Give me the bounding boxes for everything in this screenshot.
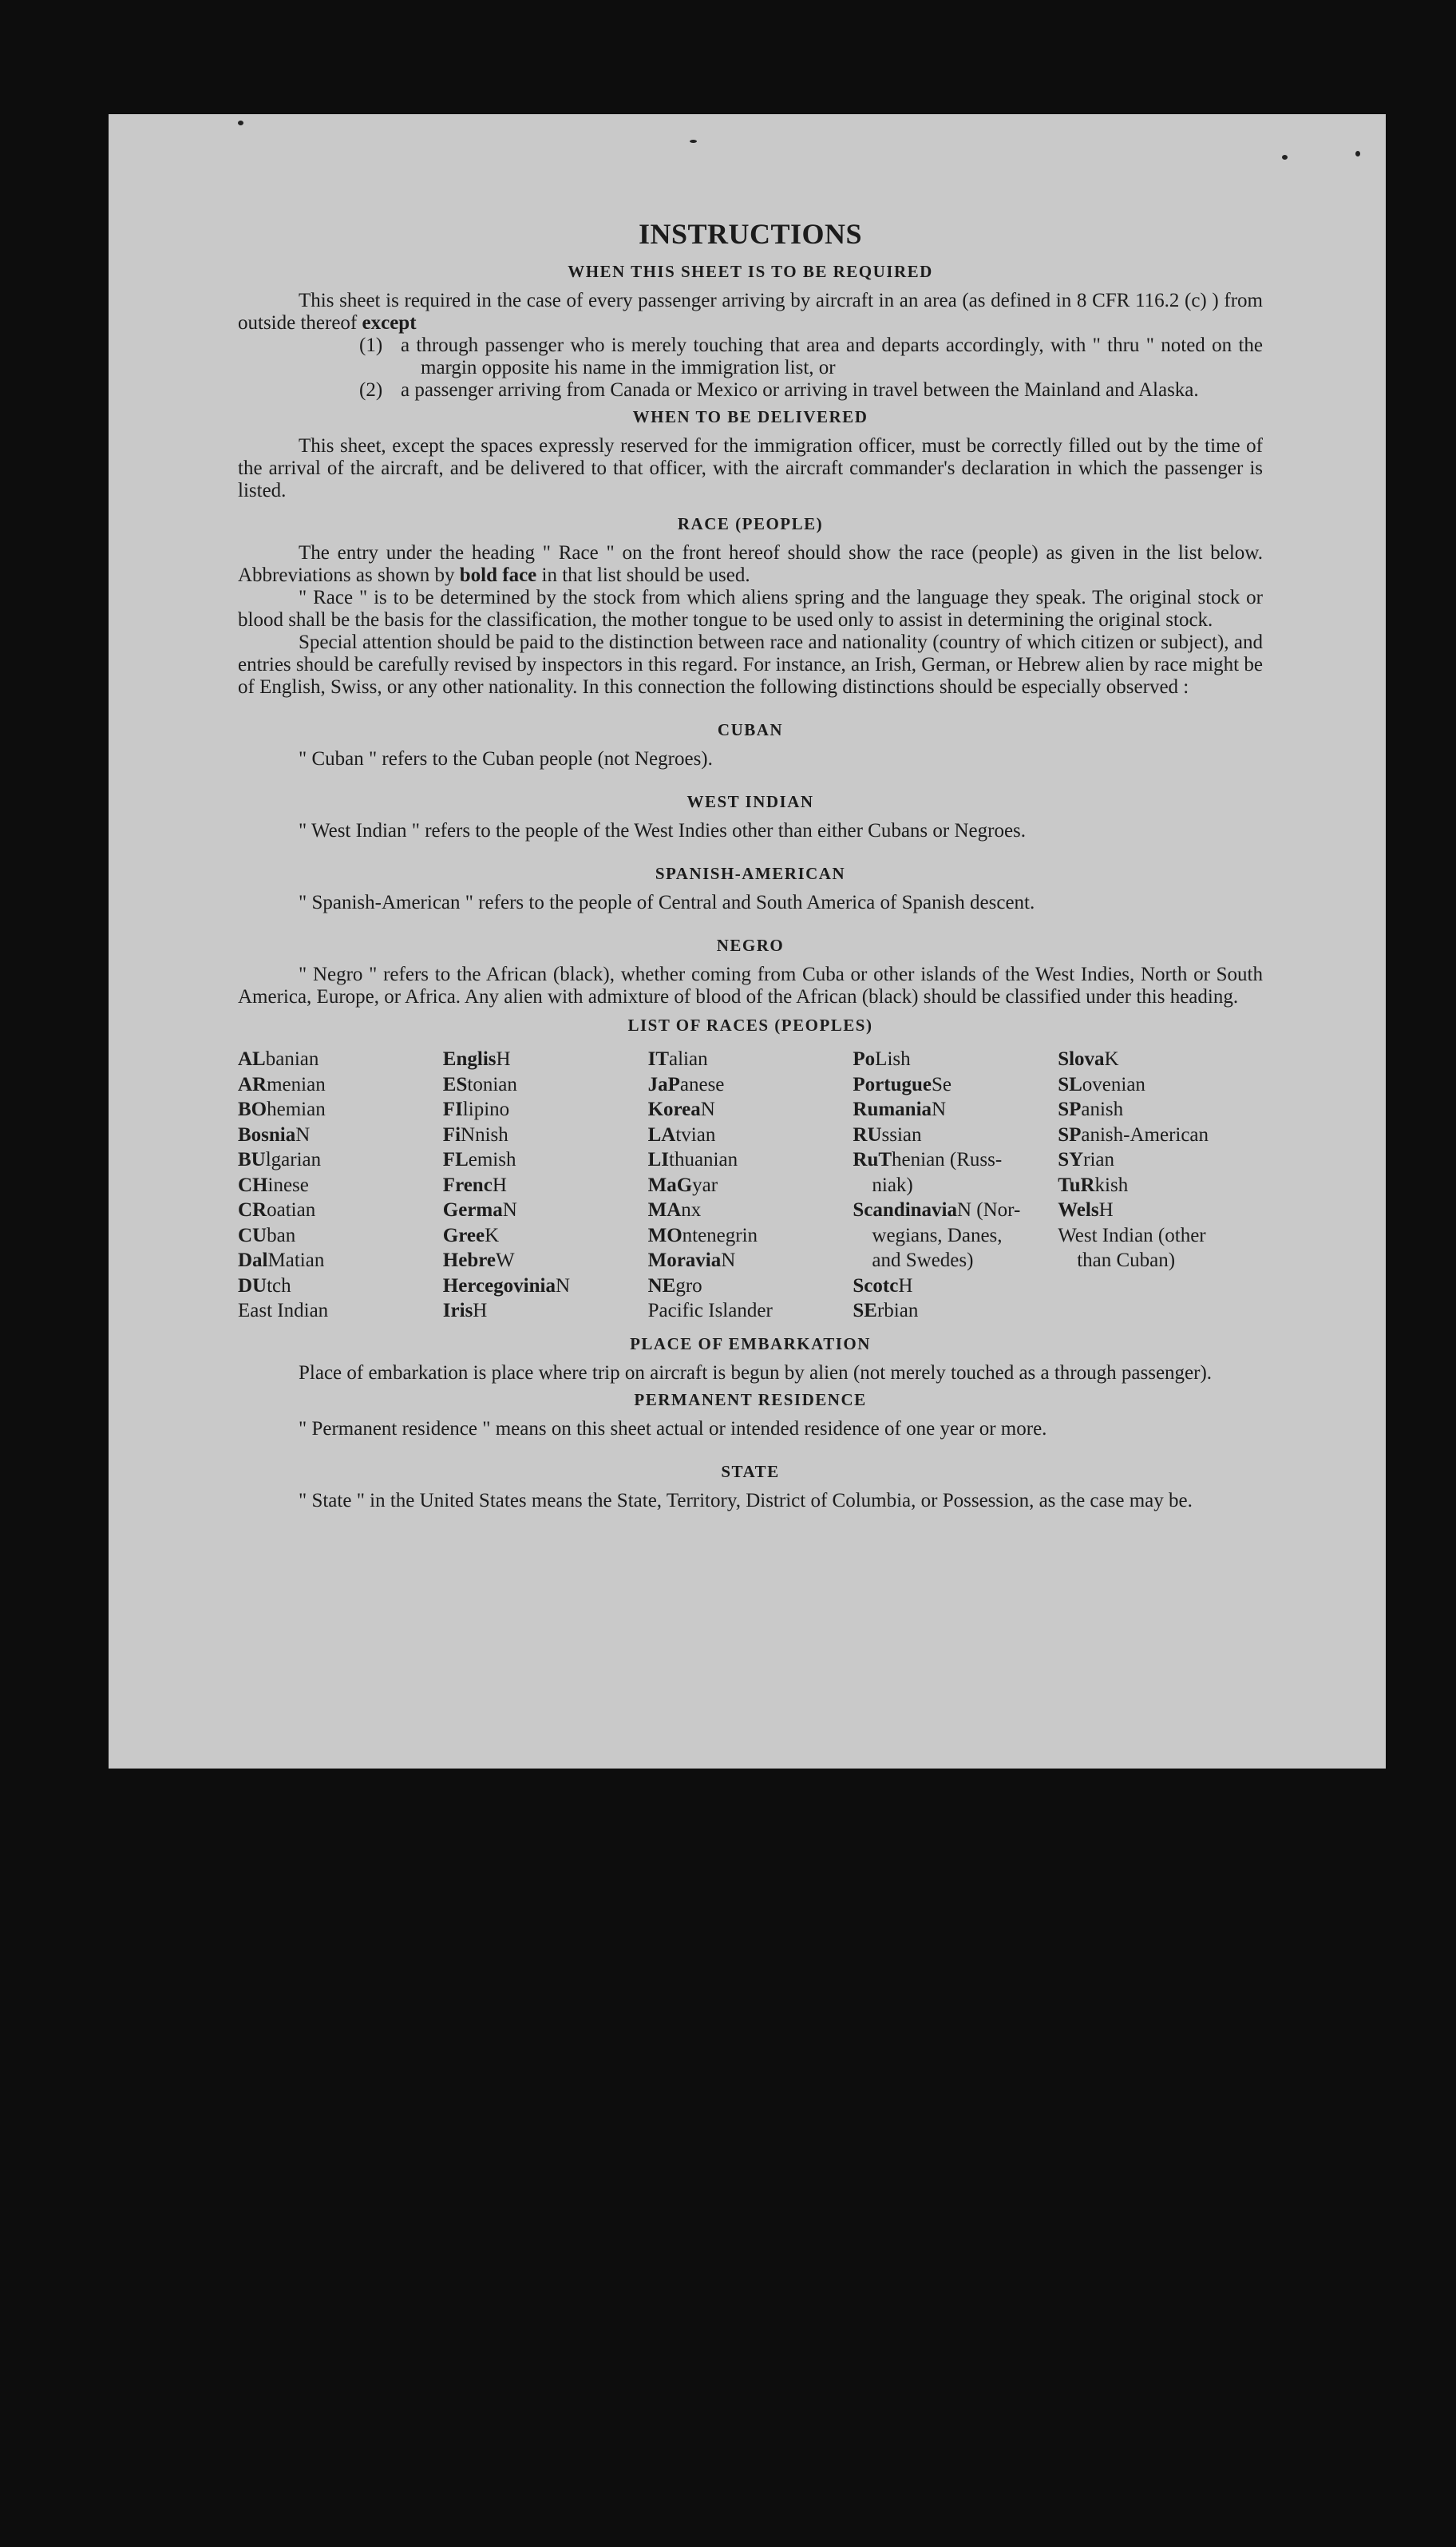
race-name-rest: nx — [681, 1199, 702, 1221]
race-entry — [238, 1274, 443, 1299]
race-abbreviation: AL — [238, 1048, 266, 1070]
race-entry — [1058, 1047, 1263, 1072]
race-name-rest: inese — [267, 1174, 309, 1196]
race-name-rest: than Cuban) — [1077, 1250, 1176, 1271]
race-abbreviation: Wels — [1058, 1199, 1099, 1221]
residence-text: " Permanent residence " means on this sheet actual or intended residence of one year or more. — [299, 1417, 1047, 1440]
race-paragraph-1-text-c: in that list should be used. — [541, 564, 750, 586]
race-name-rest: banian — [265, 1048, 319, 1070]
race-abbreviation: Dal — [238, 1250, 268, 1271]
race-abbreviation: SP — [1058, 1123, 1082, 1146]
state-text: " State " in the United States means the State, Territory, District of Columbia, or Possession, as the case may be. — [299, 1489, 1193, 1511]
race-entry — [443, 1123, 648, 1148]
race-abbreviation: IT — [647, 1048, 669, 1070]
race-name-rest: H — [496, 1048, 511, 1070]
required-intro-text: This sheet is required in the case of every passenger arriving by aircraft in an area (as defined in 8 CFR 116.2 (c) ) from outside thereof — [238, 290, 1263, 334]
race-name-rest: lgarian — [265, 1149, 322, 1171]
race-abbreviation: SE — [853, 1300, 877, 1321]
cuban-text: " Cuban " refers to the Cuban people (not Negroes). — [299, 748, 713, 770]
race-entry — [853, 1147, 1058, 1173]
race-entry — [648, 1097, 853, 1123]
race-abbreviation: ES — [442, 1073, 468, 1095]
negro-text: " Negro " refers to the African (black), whether coming from Cuba or other islands of the West Indies, North or South America, Europe, or Africa. Any alien with admixture of blood of the African (black) should be classified under this heading. — [238, 964, 1263, 1008]
race-entry — [853, 1072, 1058, 1098]
race-name-rest: kish — [1094, 1174, 1129, 1196]
exception-item-1 — [359, 335, 1263, 379]
race-name-rest: anish — [1081, 1099, 1124, 1120]
race-name-rest: H — [473, 1300, 488, 1321]
races-column-3 — [648, 1047, 853, 1324]
race-name-rest: tvian — [675, 1123, 716, 1146]
race-entry — [853, 1047, 1058, 1072]
section-heading-cuban: CUBAN — [717, 720, 784, 739]
dust-speck — [690, 140, 697, 143]
race-abbreviation: Fi — [442, 1123, 461, 1146]
race-name-rest: N — [295, 1123, 311, 1146]
races-column-2 — [443, 1047, 648, 1324]
race-paragraph-1-text-a: The entry under the heading " Race " on the front hereof should show the race (people) as given in the list below. Abbreviations as shown by — [238, 542, 1263, 586]
race-entry — [443, 1097, 648, 1123]
race-abbreviation: Gree — [442, 1224, 485, 1246]
race-entry — [1058, 1198, 1263, 1223]
race-abbreviation: AR — [238, 1073, 267, 1095]
race-entry — [443, 1274, 648, 1299]
race-abbreviation: CH — [238, 1174, 268, 1196]
race-entry — [648, 1248, 853, 1274]
race-name-rest: rbian — [876, 1300, 919, 1321]
race-abbreviation: CU — [238, 1224, 267, 1246]
race-name-rest: N — [721, 1250, 736, 1271]
race-paragraph-1 — [238, 542, 1263, 587]
exception-item-1-number: (1) — [359, 335, 383, 356]
race-name-rest: anese — [679, 1073, 725, 1095]
race-abbreviation: SL — [1058, 1073, 1082, 1095]
race-abbreviation: Po — [853, 1048, 876, 1070]
race-entry — [238, 1198, 443, 1223]
race-name-rest: Matian — [267, 1250, 325, 1271]
section-heading-delivered: WHEN TO BE DELIVERED — [632, 407, 868, 426]
race-abbreviation: Englis — [442, 1048, 497, 1070]
exception-item-2-text: a passenger arriving from Canada or Mexico or arriving in travel between the Mainland and Alaska. — [401, 379, 1199, 401]
races-column-1 — [238, 1047, 443, 1324]
race-name-rest: N (Nor- — [957, 1199, 1021, 1221]
race-abbreviation: Slova — [1058, 1048, 1105, 1070]
race-entry — [853, 1248, 1058, 1274]
race-abbreviation: Hercegovinia — [442, 1274, 556, 1297]
race-name-rest: tch — [267, 1274, 291, 1297]
race-abbreviation: SP — [1058, 1099, 1082, 1120]
race-entry — [1058, 1097, 1263, 1123]
race-entry — [1058, 1173, 1263, 1198]
section-heading-required: WHEN THIS SHEET IS TO BE REQUIRED — [568, 262, 933, 281]
race-entry — [238, 1123, 443, 1148]
race-entry — [853, 1223, 1058, 1249]
delivered-text: This sheet, except the spaces expressly reserved for the immigration officer, must be correctly filled out by the time of the arrival of the aircraft, and be delivered to that officer, with the aircraft commander's declaration in which the passenger is listed. — [238, 435, 1263, 501]
race-abbreviation: Scotc — [853, 1274, 899, 1297]
race-abbreviation: BO — [238, 1099, 267, 1120]
race-entry — [648, 1198, 853, 1223]
race-name-rest: ban — [267, 1224, 296, 1246]
race-name-rest: oatian — [267, 1199, 316, 1221]
required-intro-except: except — [362, 312, 417, 334]
race-abbreviation: Moravia — [647, 1250, 722, 1271]
race-abbreviation: LI — [647, 1149, 669, 1171]
race-abbreviation: CR — [238, 1199, 267, 1221]
race-entry — [1058, 1147, 1263, 1173]
instructions-content — [238, 218, 1263, 1512]
race-entry — [853, 1173, 1058, 1198]
race-entry — [443, 1198, 648, 1223]
race-name-rest: N — [932, 1099, 947, 1120]
section-heading-west-indian: WEST INDIAN — [686, 792, 814, 811]
race-name-rest: and Swedes) — [872, 1250, 974, 1271]
races-column-4 — [853, 1047, 1058, 1324]
race-abbreviation: RuT — [853, 1149, 892, 1171]
race-entry — [443, 1223, 648, 1249]
race-name-rest: alian — [669, 1048, 708, 1070]
race-entry — [1058, 1223, 1263, 1249]
race-paragraph-2: " Race " is to be determined by the stock from which aliens spring and the language they speak. The original stock or blood shall be the basis for the classification, the mother tongue to be used only to assist in determining the original stock. — [238, 587, 1263, 631]
race-entry — [443, 1072, 648, 1098]
race-name-rest: Se — [932, 1073, 952, 1095]
race-name-rest: W — [495, 1250, 515, 1271]
race-abbreviation: Germa — [442, 1199, 503, 1221]
section-heading-spanish-american: SPANISH-AMERICAN — [655, 864, 846, 883]
race-name-rest: H — [492, 1174, 507, 1196]
race-name-rest: Pacific Islander — [647, 1300, 773, 1321]
race-abbreviation: DU — [238, 1274, 267, 1297]
race-name-rest: rian — [1083, 1149, 1115, 1171]
race-entry — [443, 1298, 648, 1324]
race-name-rest: tonian — [467, 1073, 517, 1095]
race-abbreviation: SY — [1058, 1149, 1084, 1171]
race-entry — [648, 1072, 853, 1098]
race-abbreviation: BU — [238, 1149, 266, 1171]
race-name-rest: thuanian — [669, 1149, 738, 1171]
race-abbreviation: NE — [647, 1274, 676, 1297]
race-abbreviation: FL — [442, 1149, 469, 1171]
race-abbreviation: TuR — [1058, 1174, 1095, 1196]
race-entry — [648, 1223, 853, 1249]
section-heading-race: RACE (PEOPLE) — [677, 514, 824, 533]
race-entry — [443, 1147, 648, 1173]
exception-item-2-number: (2) — [359, 379, 383, 401]
race-paragraph-3: Special attention should be paid to the distinction between race and nationality (country of which citizen or subject), and entries should be carefully revised by inspectors in this regard. For instance, an Irish, German, or Hebrew alien by race might be of English, Swiss, or any other nationality. In this connection the following distinctions should be especially observed : — [238, 632, 1263, 698]
race-entry — [648, 1147, 853, 1173]
race-abbreviation: Scandinavia — [853, 1199, 957, 1221]
race-entry — [238, 1298, 443, 1324]
races-list — [238, 1047, 1263, 1324]
race-abbreviation: Rumania — [853, 1099, 932, 1120]
race-name-rest: wegians, Danes, — [872, 1224, 1003, 1246]
race-abbreviation: RU — [853, 1123, 882, 1146]
race-entry — [648, 1047, 853, 1072]
race-name-rest: menian — [267, 1073, 326, 1095]
race-name-rest: yar — [692, 1174, 718, 1196]
document-sheet — [109, 114, 1386, 1769]
race-entry — [853, 1274, 1058, 1299]
race-abbreviation: MA — [647, 1199, 682, 1221]
race-abbreviation: MO — [647, 1224, 682, 1246]
race-entry — [238, 1173, 443, 1198]
race-abbreviation: MaG — [647, 1174, 693, 1196]
race-name-rest: emish — [468, 1149, 516, 1171]
race-abbreviation: Frenc — [442, 1174, 493, 1196]
race-name-rest: H — [898, 1274, 913, 1297]
section-heading-residence: PERMANENT RESIDENCE — [634, 1389, 867, 1409]
race-name-rest: K — [485, 1224, 500, 1246]
race-entry — [443, 1173, 648, 1198]
race-abbreviation: JaP — [647, 1073, 680, 1095]
race-entry — [238, 1072, 443, 1098]
dust-speck — [1355, 151, 1360, 156]
race-name-rest: East Indian — [238, 1300, 329, 1321]
race-name-rest: ovenian — [1082, 1073, 1145, 1095]
race-abbreviation: Korea — [647, 1099, 701, 1120]
dust-speck — [1282, 155, 1288, 160]
race-entry — [443, 1047, 648, 1072]
embarkation-text: Place of embarkation is place where trip on aircraft is begun by alien (not merely touched as a through passenger). — [299, 1361, 1213, 1384]
race-name-rest: N — [502, 1199, 517, 1221]
race-abbreviation: FI — [442, 1099, 463, 1120]
race-abbreviation: Bosnia — [238, 1123, 296, 1146]
section-heading-state: STATE — [721, 1461, 780, 1481]
race-name-rest: niak) — [872, 1174, 913, 1196]
exception-item-2 — [359, 379, 1263, 402]
west-indian-text: " West Indian " refers to the people of the West Indies other than either Cubans or Negroes. — [299, 820, 1027, 842]
race-entry — [238, 1223, 443, 1249]
race-entry — [238, 1147, 443, 1173]
race-abbreviation: Hebre — [442, 1250, 496, 1271]
race-name-rest: ntenegrin — [682, 1224, 758, 1246]
race-name-rest: N — [555, 1274, 571, 1297]
race-abbreviation: Portugue — [853, 1073, 932, 1095]
race-name-rest: N — [700, 1099, 715, 1120]
race-name-rest: gro — [675, 1274, 702, 1297]
section-heading-embarkation: PLACE OF EMBARKATION — [630, 1333, 871, 1353]
exception-item-1-text: a through passenger who is merely touching that area and departs accordingly, with " thru " noted on the margin opposite his name in the immigration list, or — [401, 335, 1263, 378]
race-entry — [648, 1274, 853, 1299]
race-name-rest: ssian — [881, 1123, 922, 1146]
race-name-rest: anish-American — [1081, 1123, 1209, 1146]
race-entry — [238, 1248, 443, 1274]
race-entry — [648, 1173, 853, 1198]
race-name-rest: hemian — [267, 1099, 326, 1120]
race-entry — [1058, 1248, 1263, 1274]
spanish-american-text: " Spanish-American " refers to the people of Central and South America of Spanish descent. — [299, 892, 1035, 913]
race-entry — [648, 1298, 853, 1324]
race-abbreviation: LA — [647, 1123, 676, 1146]
race-entry — [238, 1047, 443, 1072]
race-entry — [853, 1298, 1058, 1324]
race-name-rest: H — [1098, 1199, 1114, 1221]
race-name-rest: K — [1104, 1048, 1119, 1070]
race-name-rest: Lish — [875, 1048, 911, 1070]
dust-speck — [238, 121, 243, 125]
race-entry — [853, 1097, 1058, 1123]
race-abbreviation: Iris — [442, 1300, 473, 1321]
page-title: INSTRUCTIONS — [638, 218, 863, 250]
race-entry — [853, 1198, 1058, 1223]
race-entry — [238, 1097, 443, 1123]
race-name-rest: henian (Russ- — [892, 1149, 1003, 1171]
section-heading-negro: NEGRO — [716, 936, 785, 955]
section-heading-list-of-races: LIST OF RACES (PEOPLES) — [627, 1016, 873, 1035]
races-column-5 — [1058, 1047, 1263, 1324]
required-intro — [238, 290, 1263, 335]
race-paragraph-1-bold: bold face — [459, 564, 537, 586]
race-name-rest: West Indian (other — [1058, 1224, 1206, 1246]
race-entry — [853, 1123, 1058, 1148]
race-entry — [443, 1248, 648, 1274]
race-entry — [648, 1123, 853, 1148]
race-entry — [1058, 1072, 1263, 1098]
race-entry — [1058, 1123, 1263, 1148]
race-name-rest: lipino — [462, 1099, 510, 1120]
race-name-rest: Nnish — [461, 1123, 508, 1146]
